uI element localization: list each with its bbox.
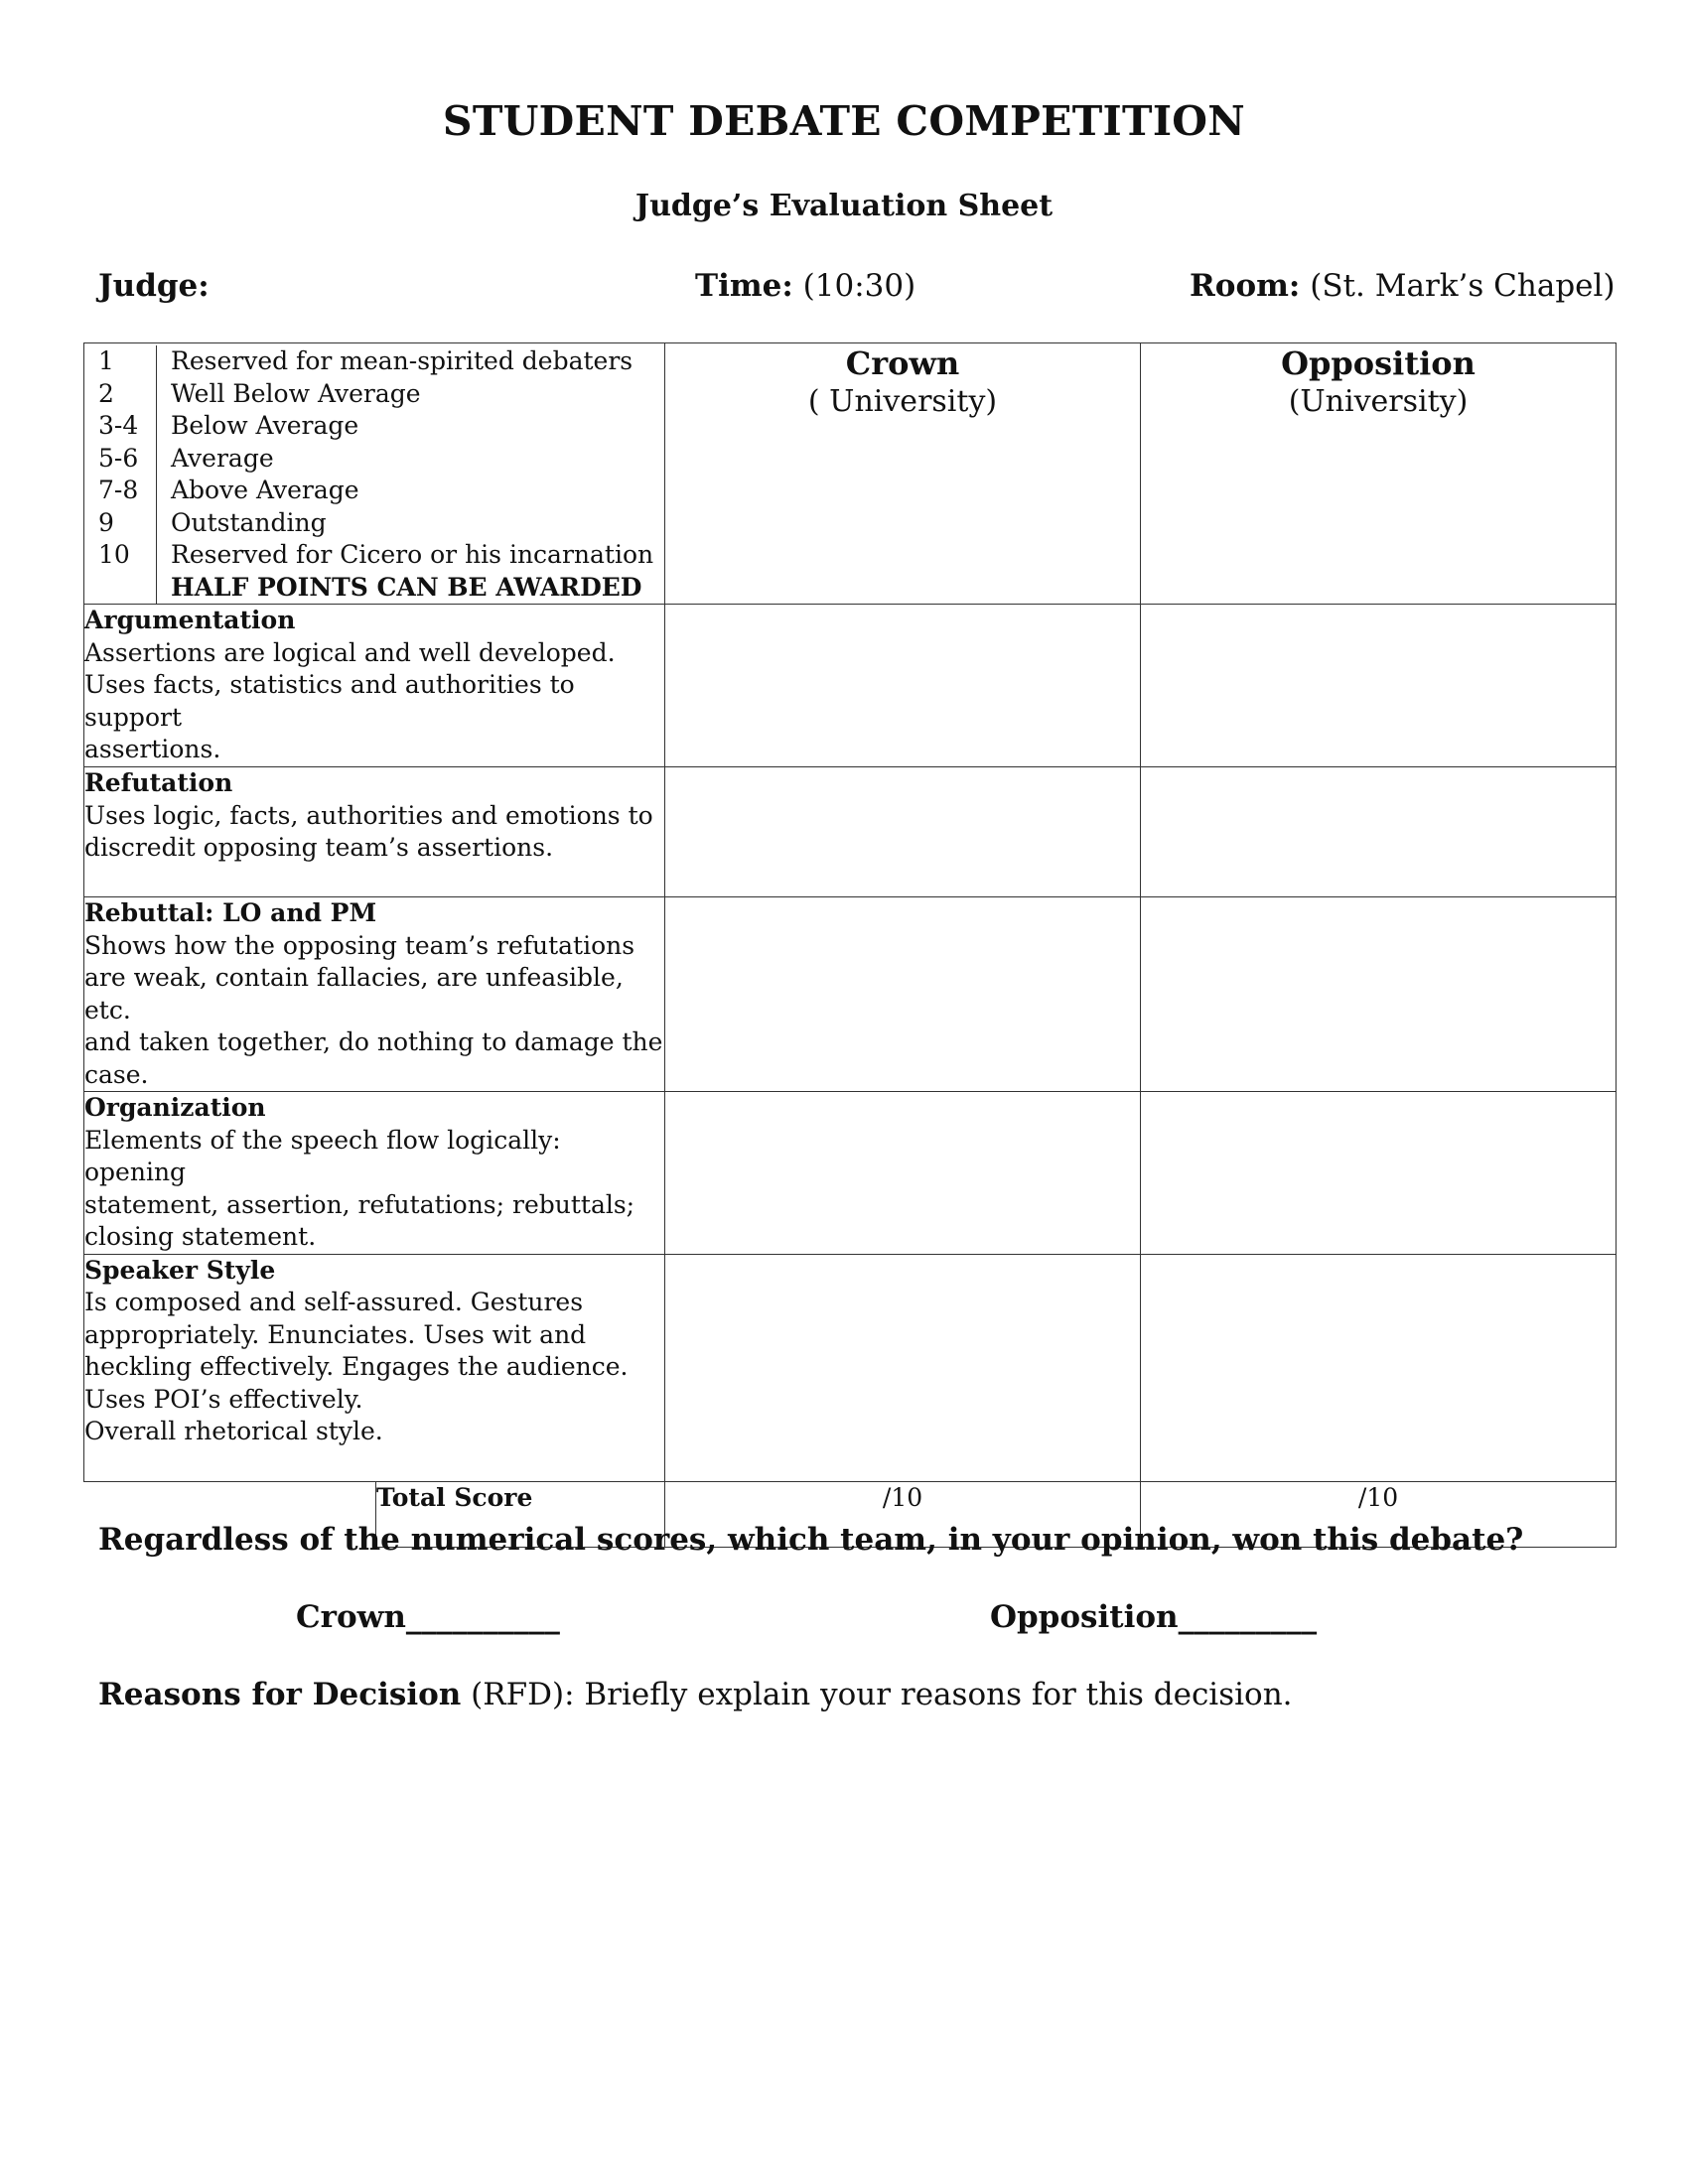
room-label: Room: [1190,268,1301,304]
crown-header [665,343,1141,605]
scale-label: Well Below Average [171,378,421,408]
time-field [695,268,915,304]
criterion-name: Rebuttal: LO and PM [84,898,377,927]
opposition-score-cell[interactable] [1141,897,1617,1092]
time-label: Time: [695,268,793,304]
opposition-choice-line[interactable]: Opposition_________ [990,1599,1318,1635]
crown-score-cell[interactable] [665,897,1141,1092]
crown-score-cell[interactable] [665,1254,1141,1481]
criterion-description: Assertions are logical and well developed. Uses facts, statistics and authorities to support assertions. [84,637,616,763]
verdict-question: Regardless of the numerical scores, which team, in your opinion, won this debate? [98,1522,1524,1558]
opposition-score-cell[interactable] [1141,1254,1617,1481]
criterion-name: Argumentation [84,606,296,634]
rfd-label: Reasons for Decision [98,1677,462,1712]
scale-score: 1 [98,346,114,375]
total-score-label: Total Score [376,1481,665,1547]
half-points-note: HALF POINTS CAN BE AWARDED [171,572,642,602]
scale-score: 3-4 [98,411,139,440]
criterion-row-speaker-style [84,1254,1617,1481]
table-header-row [84,343,1617,605]
criterion-row-rebuttal [84,897,1617,1092]
scale-label: Above Average [171,476,359,504]
opposition-total-max: /10 [1357,1482,1399,1512]
crown-score-cell[interactable] [665,767,1141,897]
crown-total-max: /10 [882,1482,923,1512]
crown-team-name: Crown [845,344,960,382]
page-title: STUDENT DEBATE COMPETITION [442,97,1246,145]
scoring-table [83,342,1617,1548]
criterion-row-organization [84,1092,1617,1255]
scale-score: 5-6 [98,443,139,473]
criterion-cell [84,605,665,767]
time-value: (10:30) [792,268,916,304]
criterion-name: Speaker Style [84,1255,276,1285]
scale-label: Reserved for Cicero or his incarnation [171,540,654,569]
judge-label: Judge: [98,268,210,304]
scale-label: Reserved for mean-spirited debaters [171,346,633,375]
judge-field [98,268,210,304]
criterion-description: Elements of the speech flow logically: opening statement, assertion, refutations; rebuttals; closing statement. [84,1125,635,1251]
scale-score: 7-8 [98,476,139,504]
room-field [1190,268,1616,304]
rfd-instruction: (RFD): Briefly explain your reasons for this decision. [461,1677,1293,1712]
opposition-header [1141,343,1617,605]
crown-score-cell[interactable] [665,1092,1141,1255]
opposition-team-affiliation: (University) [1288,384,1469,419]
scale-label: Outstanding [171,507,327,537]
opposition-score-cell[interactable] [1141,1092,1617,1255]
scoring-scale [84,343,664,604]
criterion-cell [84,767,665,897]
criterion-description: Is composed and self-assured. Gestures appropriately. Enunciates. Uses wit and heckling effectively. Engages the audience. Uses POI’s effectively. Overall rhetorical style. [84,1288,629,1445]
page-subtitle: Judge’s Evaluation Sheet [634,189,1054,223]
criterion-row-refutation [84,767,1617,897]
opposition-score-cell[interactable] [1141,767,1617,897]
crown-choice-line[interactable]: Crown__________ [296,1599,560,1635]
scale-score: 9 [98,507,114,537]
opposition-team-name: Opposition [1281,344,1476,382]
scale-score: 2 [98,378,114,408]
criterion-name: Refutation [84,768,233,797]
criterion-name: Organization [84,1093,266,1122]
criterion-row-argumentation [84,605,1617,767]
criterion-description: Shows how the opposing team’s refutations are weak, contain fallacies, are unfeasible, etc. and taken together, do nothing to damage the case. [84,930,663,1089]
scale-scores-column [84,345,157,604]
room-value: (St. Mark’s Chapel) [1300,268,1616,304]
crown-team-affiliation: ( University) [807,384,998,419]
criterion-cell [84,1092,665,1255]
reasons-for-decision [98,1677,1293,1712]
criterion-cell [84,1254,665,1481]
scale-score: 10 [98,540,130,569]
scale-label: Average [171,443,274,473]
scoring-scale-cell [84,343,665,605]
crown-score-cell[interactable] [665,605,1141,767]
opposition-score-cell[interactable] [1141,605,1617,767]
scale-label: Below Average [171,411,359,440]
criterion-description: Uses logic, facts, authorities and emotions to discredit opposing team’s assertions. [84,800,653,862]
scale-labels-column [157,345,653,604]
criterion-cell [84,897,665,1092]
scale-score-spacer [98,572,156,605]
